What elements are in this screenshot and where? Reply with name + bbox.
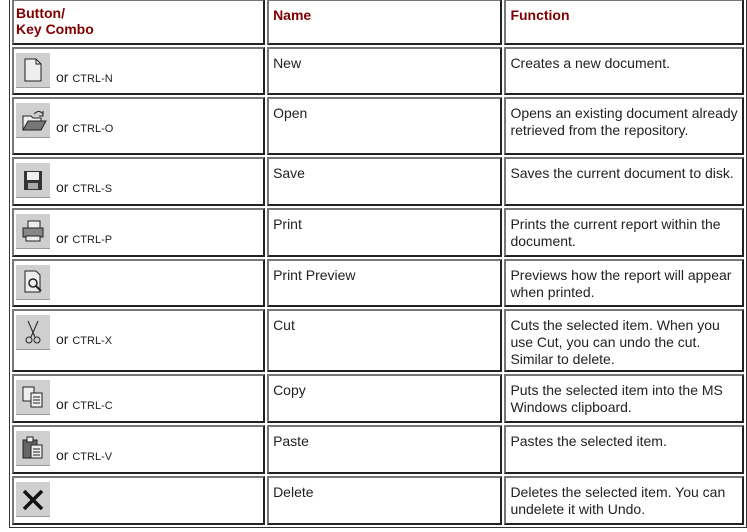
row-name: Print Preview — [267, 259, 502, 307]
scissors-icon[interactable] — [16, 315, 50, 350]
row-function: Deletes the selected item. You can undelete it with Undo. — [504, 476, 744, 525]
row-name: Cut — [267, 309, 502, 372]
row-function: Prints the current report within the document. — [504, 208, 744, 257]
new-document-icon[interactable] — [16, 53, 50, 88]
printer-icon[interactable] — [16, 214, 50, 249]
row-function: Pastes the selected item. — [504, 425, 744, 474]
table-row: or CTRL-P Print Prints the current report within the document. — [12, 208, 744, 257]
copy-icon[interactable] — [16, 380, 50, 415]
table-row — [12, 47, 744, 95]
row-function: Opens an existing document already retrieved from the repository. — [504, 97, 744, 155]
table-row: or CTRL-X Cut Cuts the selected item. When you use Cut, you can undo the cut. Similar to delete. — [12, 309, 744, 372]
save-disk-icon[interactable] — [16, 163, 50, 198]
open-folder-icon[interactable] — [16, 103, 50, 138]
table-row — [12, 259, 744, 307]
table-row: or CTRL-O Open Opens an existing document already retrieved from the repository. — [12, 97, 744, 155]
row-name: Print — [267, 208, 502, 257]
table-row: or CTRL-C Copy Puts the selected item into the MS Windows clipboard. — [12, 374, 744, 423]
row-name: Paste — [267, 425, 502, 474]
header-function: Function — [504, 0, 744, 45]
header-button-line1: Button/ — [16, 5, 65, 21]
header-row — [12, 0, 744, 45]
row-function: Cuts the selected item. When you use Cut, you can undo the cut. Similar to delete. — [504, 309, 744, 372]
table-row: or CTRL-V Paste Pastes the selected item. — [12, 425, 744, 474]
row-name: New — [267, 47, 502, 95]
row-function: Previews how the report will appear when printed. — [504, 259, 744, 307]
row-name: Save — [267, 157, 502, 206]
row-name: Delete — [267, 476, 502, 525]
print-preview-icon[interactable] — [16, 265, 50, 300]
delete-x-icon[interactable] — [16, 482, 50, 517]
key-combo: or CTRL-N — [56, 69, 113, 85]
toolbar-reference-table — [9, 0, 747, 528]
row-function: Puts the selected item into the MS Windows clipboard. — [504, 374, 744, 423]
table-row — [12, 476, 744, 525]
row-name: Open — [267, 97, 502, 155]
row-function: Creates a new document. — [504, 47, 744, 95]
header-button-line2: Key Combo — [16, 21, 94, 37]
header-name: Name — [267, 0, 502, 45]
row-function: Saves the current document to disk. — [504, 157, 744, 206]
header-button — [12, 0, 265, 45]
table-row: or CTRL-S Save Saves the current document to disk. — [12, 157, 744, 206]
paste-icon[interactable] — [16, 431, 50, 466]
row-name: Copy — [267, 374, 502, 423]
